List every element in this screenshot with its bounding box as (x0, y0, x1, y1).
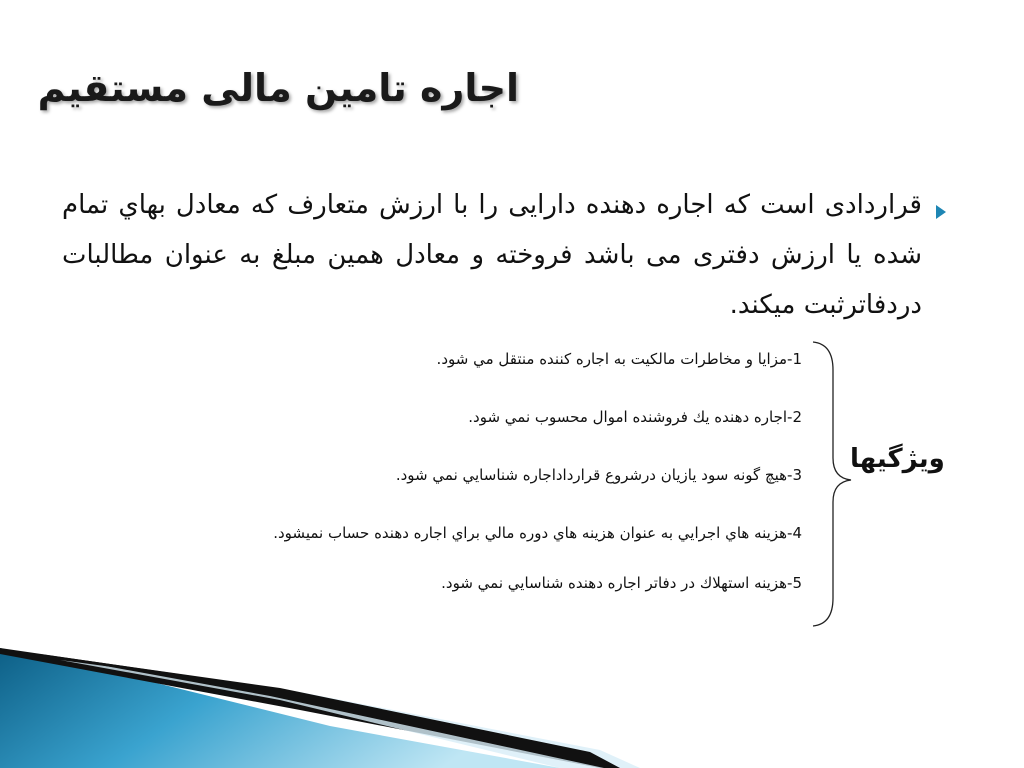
feature-item-1: 1-مزايا و مخاطرات مالكيت به اجاره كننده منتقل مي شود. (436, 350, 802, 368)
feature-item-3: 3-هيچ گونه سود يازيان درشروع قرارداداجاره شناسايي نمي شود. (395, 466, 802, 484)
triangle-bullet-icon (936, 205, 946, 219)
decorative-wave (0, 640, 1024, 768)
feature-item-5: 5-هزينه استهلاك در دفاتر اجاره دهنده شناسايي نمي شود. (441, 574, 802, 592)
features-label: ویژگیها (850, 444, 945, 474)
feature-item-2: 2-اجاره دهنده يك فروشنده اموال محسوب نمي شود. (468, 408, 802, 426)
feature-item-4: 4-هزينه هاي اجرايي به عنوان هزينه هاي دوره مالي براي اجاره دهنده حساب نميشود. (273, 524, 802, 542)
curly-brace (805, 340, 855, 630)
slide-title: اجاره تامین مالی مستقیم (37, 66, 519, 110)
definition-paragraph: قراردادی است که اجاره دهنده دارایی را با ارزش متعارف که معادل بهاي تمام شده یا ارزش دفتری می باشد فروخته و معادل همین مبلغ به عنوان مطالبات دردفاترثبت میکند. (62, 190, 922, 320)
